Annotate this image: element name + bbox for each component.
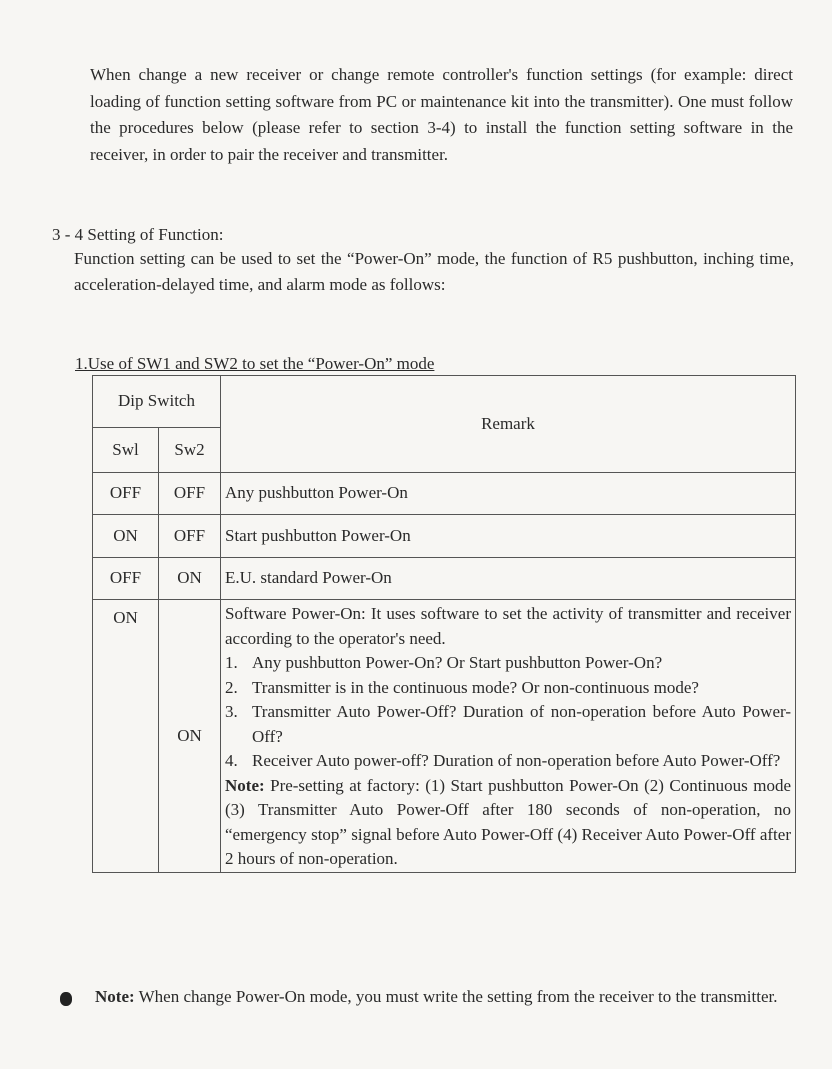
list-item: 1. Any pushbutton Power-On? Or Start pushbutton Power-On? (225, 653, 663, 672)
sw1-value: OFF (93, 473, 159, 515)
table-row (93, 558, 796, 600)
sw2-value: ON (159, 558, 221, 600)
section-description: Function setting can be used to set the “Power-On” mode, the function of R5 pushbutton, inching time, acceleration-delayed time, and alarm mode as follows: (74, 249, 794, 294)
sw1-header: Swl (93, 428, 159, 473)
sw2-header: Sw2 (159, 428, 221, 473)
dip-switch-header: Dip Switch (93, 376, 221, 428)
sw2-value: OFF (159, 473, 221, 515)
table-row (93, 515, 796, 558)
remark-header: Remark (221, 376, 796, 473)
sw1-value: OFF (93, 558, 159, 600)
remark-value: E.U. standard Power-On (221, 558, 796, 600)
software-options-list (225, 651, 791, 774)
bullet-icon (60, 992, 72, 1006)
remark-value: Any pushbutton Power-On (221, 473, 796, 515)
software-remark (221, 600, 796, 873)
bottom-note-label: Note: (95, 987, 135, 1006)
bottom-note (95, 984, 795, 1010)
table-row (93, 473, 796, 515)
factory-note-label: Note: (225, 775, 265, 795)
sw2-value: ON (159, 600, 221, 873)
sw2-value: OFF (159, 515, 221, 558)
power-on-mode-table (92, 375, 796, 873)
sw1-value: ON (93, 600, 159, 873)
table-caption: 1.Use of SW1 and SW2 to set the “Power-On” mode (75, 354, 435, 373)
intro-paragraph: When change a new receiver or change remote controller's function settings (for example: direct loading of function setting software from PC or maintenance kit into the transmitter). One must follow the procedures below (please refer to section 3-4) to install the function setting software in the receiver, in order to pair the receiver and transmitter. (90, 65, 793, 164)
remark-value: Start pushbutton Power-On (221, 515, 796, 558)
section-heading: 3 - 4 Setting of Function: (52, 225, 224, 244)
table-header-row (93, 376, 796, 428)
list-item: 4. Receiver Auto power-off? Duration of non-operation before Auto Power-Off? (225, 751, 781, 770)
software-power-on-row (93, 600, 796, 873)
list-item: 3. Transmitter Auto Power-Off? Duration of non-operation before Auto Power-Off? (225, 702, 791, 746)
factory-note-text: Pre-setting at factory: (1) Start pushbutton Power-On (2) Continuous mode (3) Transmitter Auto Power-Off after 180 seconds of non-operation, no “emergency stop” signal before Auto Power-Off (4) Receiver Auto Power-Off after 2 hours of non-operation. (225, 775, 791, 868)
list-item: 2. Transmitter is in the continuous mode? Or non-continuous mode? (225, 677, 699, 697)
bottom-note-text: When change Power-On mode, you must write the setting from the receiver to the transmitter. (134, 987, 778, 1006)
factory-note (225, 774, 791, 872)
sw1-value: ON (93, 515, 159, 558)
software-intro: Software Power-On: It uses software to set the activity of transmitter and receiver according to the operator's need. (225, 604, 791, 648)
